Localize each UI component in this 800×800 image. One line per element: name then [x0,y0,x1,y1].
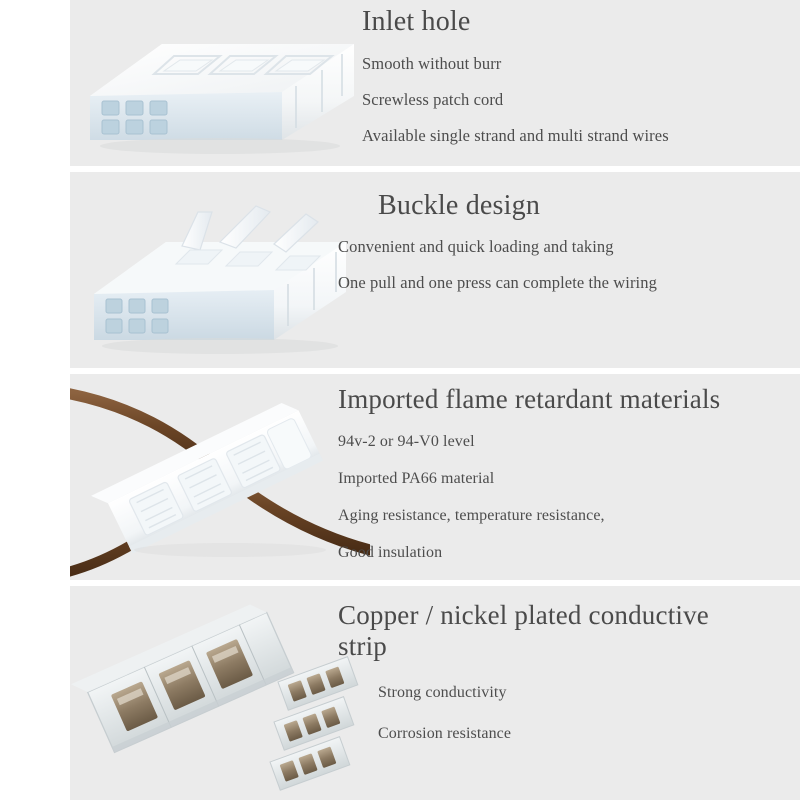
feature-line: 94v-2 or 94-V0 level [338,433,475,450]
feature-line: Strong conductivity [378,684,507,701]
feature-title: Copper / nickel plated conductive strip [338,600,709,661]
feature-text-flame-retardant [320,374,758,580]
feature-text-inlet-hole [362,0,800,166]
feature-line: Imported PA66 material [338,470,495,487]
feature-line: Smooth without burr [362,54,502,73]
feature-line: Available single strand and multi strand wires [362,126,669,145]
white-connector-block-photo [70,0,370,166]
feature-text-conductive-strip [320,586,758,800]
feature-line: Convenient and quick loading and taking [338,237,614,256]
feature-line: Corrosion resistance [378,725,512,742]
feature-title: Imported flame retardant materials [338,384,721,414]
feature-title: Buckle design [378,190,541,221]
feature-line: Aging resistance, temperature resistance, [338,507,605,524]
feature-block-flame-retardant [70,374,800,580]
feature-line: One pull and one press can complete the wiring [338,273,657,292]
feature-block-inlet-hole [70,0,800,166]
feature-line: Screwless patch cord [362,90,504,109]
feature-line: Good insulation [338,544,443,561]
feature-block-conductive-strip [70,586,800,800]
feature-text-buckle-design [320,172,758,368]
feature-block-buckle-design [70,172,800,368]
feature-title: Inlet hole [362,6,471,37]
